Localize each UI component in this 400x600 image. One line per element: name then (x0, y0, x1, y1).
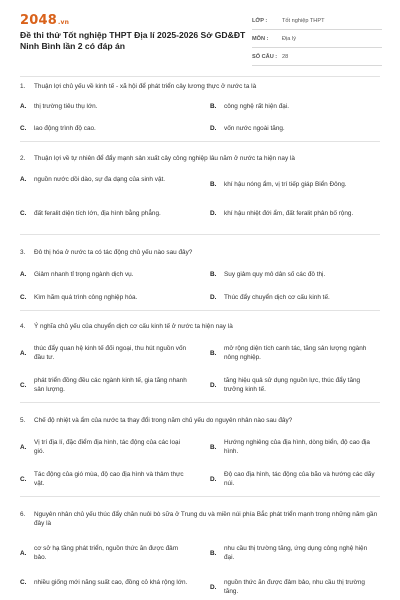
option-letter: D. (210, 583, 217, 591)
option-d[interactable] (210, 293, 378, 302)
option-c[interactable] (20, 124, 188, 133)
option-text: công nghệ rất hiện đại. (224, 103, 290, 110)
option-letter: B. (210, 103, 217, 110)
option-a[interactable] (20, 344, 188, 362)
option-a[interactable] (20, 438, 188, 456)
question-text: Nguyên nhân chủ yếu thúc đẩy chăn nuôi bò sữa ở Trung du và miền núi phía Bắc phát triển mạnh trong những năm gần đây là (34, 511, 378, 527)
meta-value: Tốt nghiệp THPT (282, 17, 325, 24)
meta-key: MÔN : (252, 35, 269, 42)
option-text: khí hậu nhiệt đới ẩm, đất feralit phân bố rộng. (224, 210, 354, 217)
option-letter: B. (210, 271, 217, 278)
question-number: 6. (20, 511, 26, 518)
page-header (0, 0, 400, 66)
option-letter: A. (20, 271, 27, 278)
question-4 (20, 322, 380, 331)
option-text: Suy giảm quy mô dân số các đô thị. (224, 271, 326, 278)
option-d[interactable] (210, 376, 378, 394)
option-text: nhiều giống mới năng suất cao, đồng cỏ khá rộng lớn. (34, 579, 188, 586)
logo-main: 2048 (20, 13, 57, 28)
option-letter: A. (20, 549, 27, 557)
option-b[interactable] (210, 344, 378, 362)
option-letter: C. (20, 210, 27, 217)
option-text: khí hậu nóng ẩm, vị trí tiếp giáp Biển Đông. (224, 181, 347, 188)
question-6 (20, 510, 380, 528)
question-text: Đô thị hóa ở nước ta có tác động chủ yếu nào sau đây? (34, 249, 193, 256)
meta-subject (252, 30, 382, 48)
option-text: đất feralit diện tích lớn, địa hình bằng phẳng. (34, 210, 161, 217)
option-d[interactable] (210, 209, 378, 218)
option-letter: B. (210, 549, 217, 557)
option-text: Vị trí địa lí, đặc điểm địa hình, tác động của các loại gió. (34, 439, 181, 455)
option-b[interactable] (210, 270, 378, 279)
meta-class (252, 12, 382, 30)
meta-value: 28 (282, 53, 289, 60)
option-text: Kìm hãm quá trình công nghiệp hóa. (34, 294, 138, 301)
option-letter: D. (210, 210, 217, 217)
option-text: thúc đẩy quan hệ kinh tế đối ngoại, thu hút nguồn vốn đầu tư. (34, 345, 187, 361)
option-d[interactable] (210, 124, 378, 133)
option-b[interactable] (210, 438, 378, 456)
option-letter: B. (210, 349, 217, 357)
option-text: phát triển đồng đều các ngành kinh tế, gia tăng nhanh sản lượng. (34, 377, 187, 393)
question-text: Thuận lợi về tự nhiên để đẩy mạnh sản xuất cây công nghiệp lâu năm ở nước ta hiện nay là (34, 155, 295, 162)
exam-title: Đề thi thử Tốt nghiệp THPT Địa lí 2025-2026 Sở GD&ĐT Ninh Bình lần 2 có đáp án (20, 30, 246, 51)
option-a[interactable] (20, 270, 188, 279)
option-b[interactable] (210, 180, 378, 189)
option-text: nguồn thức ăn được đảm bảo, nhu cầu thị trường tăng. (224, 579, 365, 595)
question-5 (20, 416, 380, 425)
option-c[interactable] (20, 376, 188, 394)
question-text: Chế độ nhiệt và ẩm của nước ta thay đổi trong năm chủ yếu do nguyên nhân nào sau đây? (34, 417, 293, 424)
option-letter: C. (20, 125, 27, 132)
option-letter: A. (20, 443, 27, 451)
option-a[interactable] (20, 544, 188, 562)
question-list (0, 74, 400, 600)
option-text: vốn nước ngoài tăng. (224, 125, 285, 132)
question-number: 5. (20, 417, 26, 424)
option-b[interactable] (210, 102, 378, 111)
option-letter: D. (210, 125, 217, 132)
option-text: lao động trình độ cao. (34, 125, 96, 132)
option-text: nguồn nước dồi dào, sự đa dạng của sinh vật. (34, 176, 166, 183)
site-logo[interactable] (20, 13, 69, 28)
option-text: Tác động của gió mùa, độ cao địa hình và thảm thực vật. (34, 471, 184, 487)
logo-tld: .vn (57, 19, 70, 26)
option-letter: A. (20, 176, 27, 183)
option-b[interactable] (210, 544, 378, 562)
option-letter: B. (210, 181, 217, 188)
option-d[interactable] (210, 578, 378, 596)
option-a[interactable] (20, 175, 188, 184)
divider (20, 496, 380, 497)
option-c[interactable] (20, 578, 188, 587)
option-a[interactable] (20, 102, 188, 111)
option-letter: C. (20, 579, 27, 586)
question-number: 2. (20, 155, 26, 162)
option-text: thị trường tiêu thụ lớn. (34, 103, 98, 110)
divider (20, 402, 380, 403)
option-text: Thúc đẩy chuyển dịch cơ cấu kinh tế. (224, 294, 330, 301)
option-text: cơ sở hạ tầng phát triển, nguồn thức ăn được đảm bảo. (34, 545, 179, 561)
divider (20, 141, 380, 142)
meta-key: LỚP : (252, 17, 268, 24)
divider (20, 234, 380, 235)
question-1 (20, 82, 380, 91)
option-text: tăng hiệu quả sử dụng nguồn lực, thúc đẩy tăng trưởng kinh tế. (224, 377, 361, 393)
meta-key: SỐ CÂU : (252, 53, 278, 60)
divider (20, 76, 380, 77)
exam-meta (252, 12, 382, 66)
option-c[interactable] (20, 293, 188, 302)
option-text: nhu cầu thị trường tăng, ứng dụng công nghệ hiện đại. (224, 545, 368, 561)
option-letter: C. (20, 294, 27, 301)
option-text: Giảm nhanh tỉ trọng ngành dịch vụ. (34, 271, 134, 278)
meta-value: Địa lý (282, 35, 296, 42)
question-2 (20, 154, 380, 163)
option-letter: B. (210, 443, 217, 451)
question-number: 1. (20, 83, 26, 90)
option-text: Hướng nghiêng của địa hình, dòng biển, độ cao địa hình. (224, 439, 370, 455)
option-c[interactable] (20, 209, 188, 218)
option-text: mở rộng diện tích canh tác, tăng sản lượng ngành nông nghiệp. (224, 345, 367, 361)
option-text: Độ cao địa hình, tác động của bão và hướng các dãy núi. (224, 471, 375, 487)
option-letter: D. (210, 294, 217, 301)
option-d[interactable] (210, 470, 378, 488)
question-text: Thuận lợi chủ yếu về kinh tế - xã hội để phát triển cây lương thực ở nước ta là (34, 83, 257, 90)
meta-count (252, 48, 382, 66)
option-letter: C. (20, 475, 27, 483)
option-letter: A. (20, 349, 27, 357)
option-letter: A. (20, 103, 27, 110)
option-letter: D. (210, 475, 217, 483)
question-3 (20, 248, 380, 257)
question-number: 3. (20, 249, 26, 256)
option-c[interactable] (20, 470, 188, 488)
divider (20, 310, 380, 311)
question-number: 4. (20, 323, 26, 330)
option-letter: D. (210, 381, 217, 389)
option-letter: C. (20, 381, 27, 389)
question-text: Ý nghĩa chủ yếu của chuyển dịch cơ cấu kinh tế ở nước ta hiện nay là (34, 323, 233, 330)
